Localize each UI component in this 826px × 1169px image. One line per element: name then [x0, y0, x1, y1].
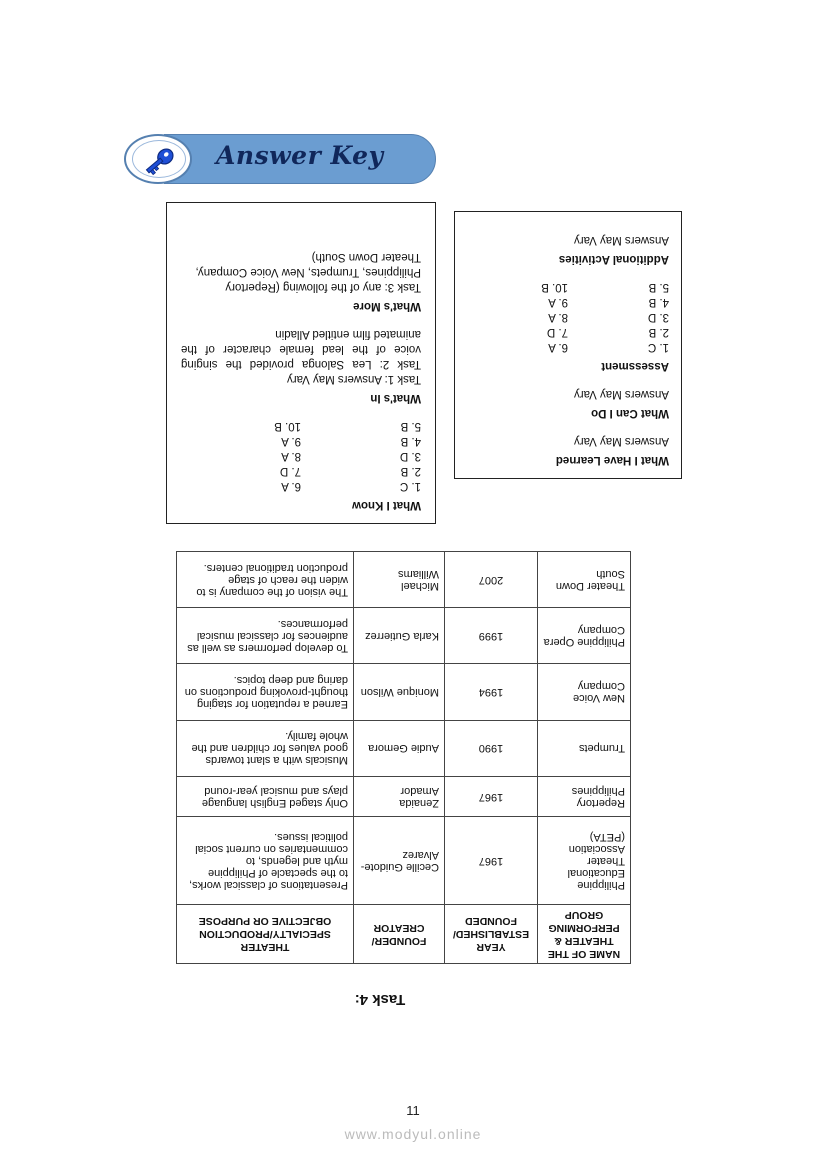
task4-table — [176, 551, 631, 964]
what-can-i-do-heading: What Can I Do — [591, 407, 669, 419]
banner-disc — [124, 134, 192, 184]
answers-box-left — [166, 202, 436, 524]
col-header-name: NAME OF THE THEATER & PERFORMING GROUP — [538, 905, 631, 964]
what-i-know-answers — [181, 418, 421, 493]
whats-more-heading: What's More — [353, 300, 421, 312]
col-header-year: YEAR ESTABLISHED/ FOUNDED — [445, 905, 538, 964]
table-row: New Voice Company 1994 Monique Wilson Earned a reputation for staging thought-provoking productions on daring and deep topics. — [177, 664, 631, 720]
banner-title: Answer Key — [216, 141, 384, 170]
what-can-i-do-text: Answers May Vary — [573, 388, 669, 400]
task4-table-wrapper — [176, 551, 631, 964]
table-row: Theater Down South 2007 Michael Williams The vision of the company is to widen the reach of stage production traditional centers. — [177, 552, 631, 608]
whats-in-heading: What's In — [370, 392, 421, 404]
whats-in-task1: Task 1: Answers May Vary — [287, 373, 421, 385]
table-row: Repertory Philippines 1967 Zenaida Amador Only staged English language plays and musical year-round — [177, 776, 631, 817]
additional-activities-heading: Additional Activities — [558, 253, 669, 265]
task4-label: Task 4: — [354, 991, 406, 1008]
table-row: Trumpets 1990 Audie Gemora Musicals with a slant towards good values for children and the whole family. — [177, 720, 631, 776]
answer-key-banner — [124, 134, 436, 184]
key-icon — [140, 144, 180, 178]
assessment-col-left: 1. C 2. B 3. D 4. B 5. B — [647, 281, 669, 353]
col-header-objective: THEATER SPECIALTY/PRODUCTION OBJECTIVE OR PURPOSE — [177, 905, 354, 964]
assessment-col-right: 6. A 7. D 8. A 9. A 10. B — [541, 281, 568, 353]
whats-more-task3: Task 3: any of the following (Repertory Philippines, Trumpets, New Voice Company, Theater Down South) — [195, 251, 421, 293]
assessment-answers — [467, 279, 669, 354]
col-header-founder: FOUNDER/ CREATOR — [354, 905, 445, 964]
page-number: 11 — [406, 1103, 420, 1118]
assessment-heading: Assessment — [601, 360, 669, 372]
table-row: Philippine Opera Company 1999 Karla Gutierrez To develop performers as well as audiences for classical musical performances. — [177, 608, 631, 664]
table-row: Philippine Educational Theater Association (PETA) 1967 Cecille Guidote-Alvarez Presentations of classical works, to the spectacle of Philippine myth and legends, to commentaries on current social political issues. — [177, 817, 631, 905]
what-i-have-learned-text: Answers May Vary — [573, 435, 669, 447]
additional-activities-text: Answers May Vary — [573, 234, 669, 246]
what-i-have-learned-heading: What I Have Learned — [555, 454, 669, 466]
whats-in-task2: Task 2: Lea Salonga provided the singing voice of the lead female character of the animated film entitled Alladin — [181, 328, 421, 370]
what-i-know-heading: What I Know — [352, 499, 421, 511]
watermark: www.modyul.online — [344, 1126, 482, 1142]
table-header-row — [177, 905, 631, 964]
what-i-know-col-left: 1. C 2. B 3. D 4. B 5. B — [399, 420, 421, 492]
what-i-know-col-right: 6. A 7. D 8. A 9. A 10. B — [274, 420, 301, 492]
answers-box-right — [454, 211, 682, 479]
